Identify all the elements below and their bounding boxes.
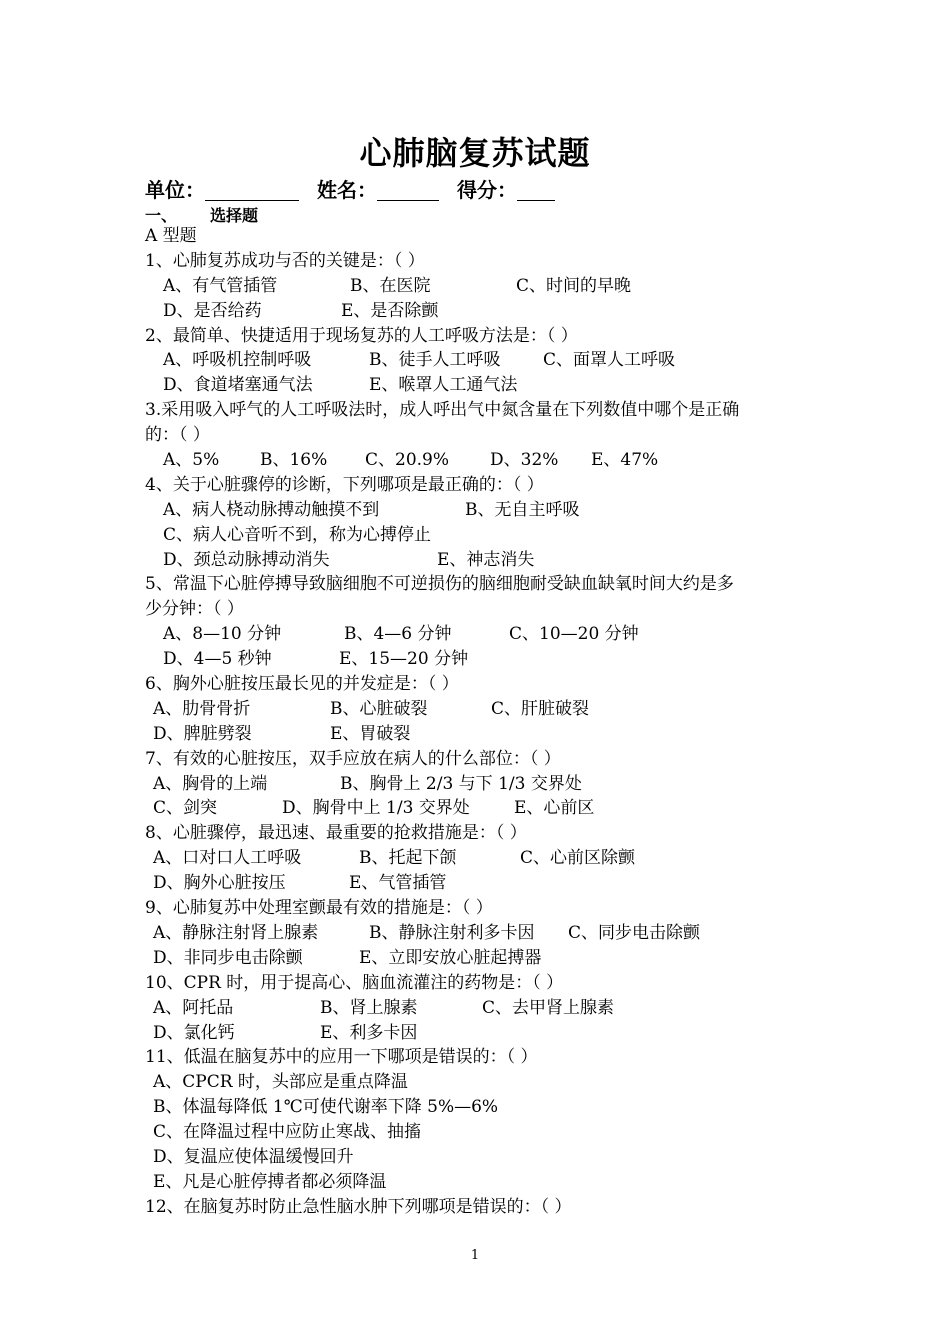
answer-option: B、无自主呼吸 [465, 499, 580, 520]
answer-option: E、气管插管 [349, 873, 447, 894]
question-stem: 12、在脑复苏时防止急性脑水肿下列哪项是错误的：（ ） [145, 1196, 572, 1217]
question-type-label: A 型题 [145, 226, 197, 246]
answer-option: D、脾脏劈裂 [153, 723, 252, 744]
unit-blank [205, 180, 299, 201]
answer-option: B、静脉注射利多卡因 [369, 922, 535, 943]
answer-option: B、托起下颌 [359, 848, 457, 869]
option-row [145, 1170, 810, 1195]
answer-option: E、凡是心脏停搏者都必须降温 [153, 1171, 387, 1192]
answer-option: A、阿托品 [153, 997, 234, 1018]
option-row [145, 448, 810, 473]
answer-option: D、32% [490, 450, 559, 471]
answer-option: A、呼吸机控制呼吸 [163, 350, 312, 371]
answer-option: D、颈总动脉搏动消失 [163, 549, 330, 570]
answer-option: A、肋骨骨折 [153, 698, 251, 719]
option-row [145, 647, 810, 672]
answer-option: E、神志消失 [437, 549, 535, 570]
option-row [145, 299, 810, 324]
question-list [145, 224, 810, 1220]
answer-option: A、胸骨的上端 [153, 773, 268, 794]
question-stem: 2、最简单、快捷适用于现场复苏的人工呼吸方法是：（ ） [145, 325, 578, 346]
option-row [145, 871, 810, 896]
question-stem: 11、低温在脑复苏中的应用一下哪项是错误的：（ ） [145, 1047, 538, 1068]
answer-option: B、在医院 [350, 275, 431, 296]
answer-option: D、复温应使体温缓慢回升 [153, 1146, 354, 1167]
answer-option: B、胸骨上 2/3 与下 1/3 交界处 [340, 773, 582, 794]
answer-option: C、病人心音听不到，称为心搏停止 [163, 524, 432, 545]
answer-option: A、口对口人工呼吸 [153, 848, 302, 869]
answer-option: D、胸外心脏按压 [153, 873, 286, 894]
option-row [145, 1120, 810, 1145]
question-stem: 4、关于心脏骤停的诊断，下列哪项是最正确的：（ ） [145, 474, 544, 495]
question-stem: 8、心脏骤停，最迅速、最重要的抢救措施是：（ ） [145, 823, 527, 844]
question-stem: 9、心肺复苏中处理室颤最有效的措施是：（ ） [145, 898, 493, 919]
answer-option: A、CPCR 时，头部应是重点降温 [153, 1072, 408, 1093]
answer-option: B、体温每降低 1℃可使代谢率下降 5%—6% [153, 1097, 499, 1118]
answer-option: C、同步电击除颤 [568, 922, 701, 943]
answer-option: A、有气管插管 [163, 275, 278, 296]
option-row [145, 1145, 810, 1170]
question-stem: 1、心肺复苏成功与否的关键是：（ ） [145, 250, 425, 271]
answer-option: B、4—6 分钟 [344, 624, 452, 645]
answer-option: C、肝脏破裂 [491, 698, 590, 719]
option-row [145, 548, 810, 573]
option-row [145, 772, 810, 797]
answer-option: A、8—10 分钟 [163, 624, 282, 645]
answer-option: D、食道堵塞通气法 [163, 375, 313, 396]
section-title: 选择题 [210, 206, 259, 225]
question-stem: 5、常温下心脏停搏导致脑细胞不可逆损伤的脑细胞耐受缺血缺氧时间大约是多 [145, 574, 734, 595]
answer-option: C、时间的早晚 [516, 275, 632, 296]
section-number: 一、 [145, 206, 178, 225]
option-row [145, 498, 810, 523]
answer-option: E、心前区 [514, 798, 595, 819]
option-row [145, 697, 810, 722]
option-row [145, 523, 810, 548]
answer-option: A、静脉注射肾上腺素 [153, 922, 319, 943]
answer-option: C、20.9% [365, 450, 450, 471]
question-stem: 3.采用吸入呼气的人工呼吸法时，成人呼出气中氮含量在下列数值中哪个是正确 [145, 400, 740, 421]
answer-option: C、面罩人工呼吸 [543, 350, 676, 371]
option-row [145, 946, 810, 971]
answer-option: E、是否除颤 [341, 300, 439, 321]
answer-option: D、氯化钙 [153, 1022, 235, 1043]
answer-option: D、是否给药 [163, 300, 262, 321]
answer-option: E、立即安放心脏起搏器 [359, 947, 542, 968]
option-row [145, 622, 810, 647]
question-stem: 10、CPR 时，用于提高心、脑血流灌注的药物是：（ ） [145, 972, 564, 993]
answer-option: D、非同步电击除颤 [153, 947, 303, 968]
option-row [145, 1095, 810, 1120]
exam-header [145, 174, 555, 203]
answer-option: A、病人桡动脉搏动触摸不到 [163, 499, 380, 520]
option-row [145, 1070, 810, 1095]
answer-option: E、47% [591, 450, 659, 471]
option-row [145, 722, 810, 747]
answer-option: A、5% [163, 450, 220, 471]
answer-option: D、4—5 秒钟 [163, 649, 272, 670]
answer-option: E、喉罩人工通气法 [369, 375, 518, 396]
name-label: 姓名： [317, 178, 377, 202]
name-blank [377, 180, 439, 201]
option-row [145, 373, 810, 398]
option-row [145, 996, 810, 1021]
score-blank [517, 180, 555, 201]
option-row [145, 274, 810, 299]
answer-option: E、利多卡因 [320, 1022, 418, 1043]
answer-option: C、在降温过程中应防止寒战、抽搐 [153, 1122, 422, 1143]
question-stem: 的：（ ） [145, 425, 210, 446]
answer-option: D、胸骨中上 1/3 交界处 [282, 798, 470, 819]
answer-option: E、胃破裂 [330, 723, 411, 744]
answer-option: E、15—20 分钟 [339, 649, 469, 670]
answer-option: B、心脏破裂 [330, 698, 428, 719]
page-title: 心肺脑复苏试题 [359, 134, 591, 172]
answer-option: B、肾上腺素 [320, 997, 418, 1018]
section-heading [145, 203, 258, 226]
answer-option: B、徒手人工呼吸 [369, 350, 501, 371]
option-row [145, 348, 810, 373]
page-number: 1 [470, 1248, 480, 1263]
option-row [145, 796, 810, 821]
answer-option: C、去甲肾上腺素 [482, 997, 615, 1018]
question-stem: 6、胸外心脏按压最长见的并发症是：（ ） [145, 674, 459, 695]
question-stem: 少分钟：（ ） [145, 599, 244, 620]
option-row [145, 921, 810, 946]
question-stem: 7、有效的心脏按压，双手应放在病人的什么部位：（ ） [145, 748, 561, 769]
unit-label: 单位： [145, 178, 205, 202]
option-row [145, 1021, 810, 1046]
answer-option: C、心前区除颤 [520, 848, 636, 869]
option-row [145, 846, 810, 871]
answer-option: C、10—20 分钟 [509, 624, 639, 645]
score-label: 得分： [457, 178, 517, 202]
answer-option: C、剑突 [153, 798, 218, 819]
answer-option: B、16% [260, 450, 328, 471]
